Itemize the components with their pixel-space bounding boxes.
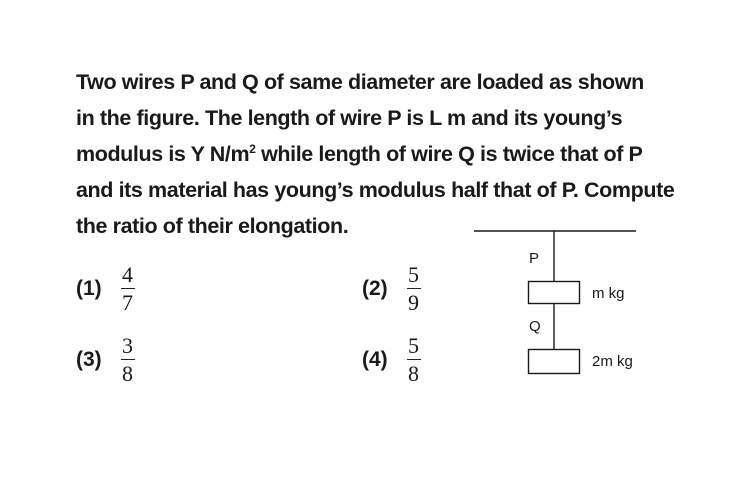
option-2-numerator: 5 [408,262,419,287]
option-2-denominator: 9 [408,290,419,315]
option-3-number: (3) [76,348,102,371]
option-1-number: (1) [76,277,102,300]
option-1-denominator: 7 [122,290,133,315]
wire-p-label: P [529,250,540,267]
option-4-numerator: 5 [408,333,419,358]
option-4-number: (4) [362,348,388,371]
option-2-number: (2) [362,277,388,300]
question-line-3-start: modulus is Y N/m [76,142,250,166]
option-3-numerator: 3 [122,333,133,358]
upper-mass-label: m kg [592,285,625,302]
superscript-2: 2 [249,142,256,156]
question-line-2: in the figure. The length of wire P is L m and its young’s [76,106,623,130]
lower-mass-block [529,350,580,374]
option-4-denominator: 8 [408,361,419,386]
upper-mass-block [529,282,580,304]
question-line-3-end: while length of wire Q is twice that of P [255,142,643,166]
question-line-5: the ratio of their elongation. [76,214,349,238]
option-1-numerator: 4 [122,262,133,287]
question-line-4: and its material has young’s modulus half that of P. Compute [76,178,675,202]
question-line-1: Two wires P and Q of same diameter are loaded as shown [76,70,644,94]
option-3-denominator: 8 [122,361,133,386]
wire-q-label: Q [529,318,541,335]
lower-mass-label: 2m kg [592,353,633,370]
